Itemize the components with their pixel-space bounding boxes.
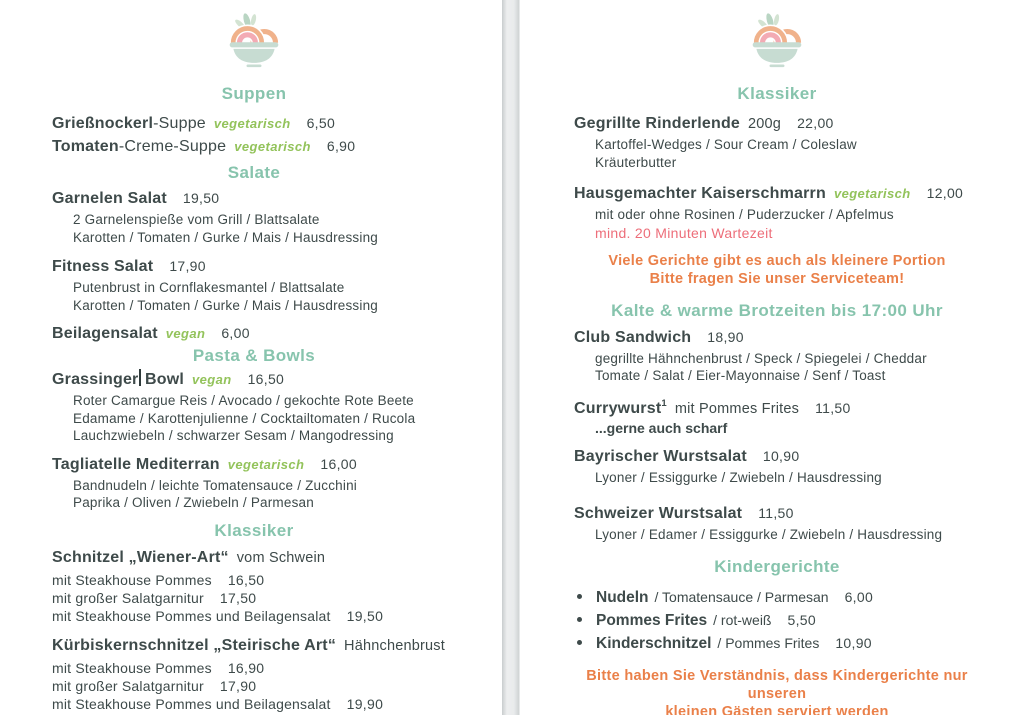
restaurant-logo	[222, 10, 286, 68]
item-price: 6,50	[306, 115, 336, 131]
item-name: Club Sandwich	[574, 328, 692, 346]
restaurant-logo	[745, 10, 809, 68]
kids-item-pommes	[574, 610, 980, 631]
item-description: mit oder ohne Rosinen / Puderzucker / Apfelmus	[595, 207, 894, 222]
item-name: Fitness Salat	[52, 258, 154, 275]
item-price: 5,50	[787, 611, 816, 628]
menu-item-schnitzel-wiener-art	[52, 548, 456, 568]
diet-label: vegan	[192, 372, 232, 387]
item-description: Roter Camargue Reis / Avocado / gekochte Rote Beete	[73, 393, 414, 408]
item-name: Schnitzel „Wiener-Art“	[52, 548, 229, 566]
item-price: 10,90	[762, 447, 800, 464]
item-description: Putenbrust in Cornflakesmantel / Blattsalate	[73, 280, 345, 295]
item-name-rest: / Pommes Frites	[717, 634, 820, 651]
bullet-icon	[577, 617, 582, 622]
item-name: Beilagensalat	[52, 325, 158, 342]
item-name: Currywurst	[574, 399, 662, 417]
section-heading-pasta-bowls: Pasta & Bowls	[192, 346, 316, 365]
small-portion-note: Viele Gerichte gibt es auch als kleinere Portion	[608, 252, 946, 269]
bowl-logo-icon	[222, 10, 286, 68]
item-subnote: ...gerne auch scharf	[595, 419, 728, 436]
item-name-rest: -Suppe	[153, 115, 206, 132]
menu-item-tomatensuppe	[52, 136, 456, 157]
item-description: Kartoffel-Wedges / Sour Cream / Coleslaw	[595, 137, 857, 152]
item-name: Bayrischer Wurstsalat	[574, 447, 747, 465]
item-name: Tomaten	[52, 138, 119, 155]
diet-label: vegetarisch	[833, 186, 911, 201]
small-portion-note: Bitte fragen Sie unser Serviceteam!	[649, 270, 905, 287]
diet-label: vegan	[165, 326, 206, 341]
item-price: 10,90	[835, 634, 872, 651]
menu-item-garnelen-salat	[52, 188, 456, 209]
item-option	[52, 695, 456, 713]
menu-item-club-sandwich	[574, 327, 980, 348]
item-price: 18,90	[707, 328, 744, 345]
item-name: Grassinger	[52, 371, 139, 388]
item-name: Garnelen Salat	[52, 190, 167, 207]
option-price: 17,90	[219, 677, 257, 694]
section-heading-klassiker-left: Klassiker	[214, 520, 294, 540]
item-option	[52, 607, 456, 625]
option-price: 16,50	[227, 571, 265, 588]
item-price: 12,00	[926, 185, 964, 201]
item-price: 17,90	[169, 258, 206, 274]
item-description: Lyoner / Essiggurke / Zwiebeln / Hausdressing	[595, 469, 882, 485]
option-price: 19,50	[346, 607, 384, 624]
menu-item-griessnockerl	[52, 113, 456, 134]
item-option	[52, 677, 456, 695]
item-name: Hausgemachter Kaiserschmarrn	[574, 185, 826, 202]
item-suffix: vom Schwein	[236, 549, 326, 566]
option-label: mit Steakhouse Pommes und Beilagensalat	[52, 607, 331, 624]
item-description: 2 Garnelenspieße vom Grill / Blattsalate	[73, 212, 320, 227]
menu-item-kaiserschmarrn	[574, 183, 980, 204]
item-name: Kinderschnitzel	[596, 634, 712, 652]
menu-item-schweizer-wurstsalat	[574, 503, 980, 524]
item-price: 16,50	[247, 371, 285, 387]
menu-item-rinderlende	[574, 113, 980, 134]
kids-menu-note: Bitte haben Sie Verständnis, dass Kindergerichte nur unseren	[586, 667, 968, 702]
item-suffix: mit Pommes Frites	[674, 400, 800, 417]
item-name: Gegrillte Rinderlende	[574, 115, 741, 132]
item-description: Lauchzwiebeln / schwarzer Sesam / Mangodressing	[73, 428, 394, 443]
diet-label: vegetarisch	[213, 116, 291, 131]
item-name-rest: / Tomatensauce / Parmesan	[654, 588, 829, 605]
menu-page-right	[520, 0, 1024, 715]
item-suffix: Hähnchenbrust	[344, 637, 445, 654]
section-heading-kindergerichte: Kindergerichte	[714, 556, 840, 576]
kids-item-nudeln	[574, 587, 980, 608]
option-price: 19,90	[346, 695, 384, 712]
menu-item-currywurst	[574, 394, 980, 419]
item-description: Kräuterbutter	[595, 154, 677, 170]
option-price: 16,90	[227, 659, 265, 676]
menu-item-kuerbiskernschnitzel	[52, 636, 456, 656]
section-heading-salate: Salate	[227, 163, 281, 182]
wait-time-note: mind. 20 Minuten Wartezeit	[595, 224, 773, 241]
bowl-logo-icon	[745, 10, 809, 68]
item-description: Edamame / Karottenjulienne / Cocktailtomaten / Rucola	[73, 410, 416, 426]
menu-item-bayrischer-wurstsalat	[574, 446, 980, 467]
kids-menu-note: kleinen Gästen serviert werden	[665, 703, 889, 715]
bullet-icon	[577, 594, 582, 599]
menu-item-beilagensalat	[52, 323, 456, 344]
option-label: mit Steakhouse Pommes und Beilagensalat	[52, 695, 331, 712]
page-gutter	[502, 0, 520, 715]
menu-page-left	[0, 0, 502, 715]
item-price: 6,00	[844, 588, 874, 605]
text-cursor	[139, 369, 141, 386]
item-price: 11,50	[758, 505, 794, 521]
section-heading-brotzeiten: Kalte & warme Brotzeiten bis 17:00 Uhr	[611, 300, 943, 320]
menu-item-fitness-salat	[52, 256, 456, 277]
section-heading-klassiker-right: Klassiker	[737, 84, 817, 103]
option-label: mit großer Salatgarnitur	[52, 589, 204, 606]
footnote-marker: 1	[661, 397, 667, 409]
item-name: Kürbiskernschnitzel „Steirische Art“	[52, 636, 337, 654]
menu-item-grassinger-bowl[interactable]	[52, 369, 456, 390]
item-option	[52, 571, 456, 589]
item-option	[52, 659, 456, 677]
option-label: mit großer Salatgarnitur	[52, 677, 204, 694]
item-description: Karotten / Tomaten / Gurke / Mais / Hausdressing	[73, 229, 378, 245]
item-name-rest: / rot-weiß	[713, 611, 772, 628]
menu-item-tagliatelle	[52, 454, 456, 475]
item-price: 6,00	[221, 325, 250, 341]
diet-label: vegetarisch	[234, 139, 311, 154]
item-name: Grießnockerl	[52, 115, 154, 132]
option-label: mit Steakhouse Pommes	[52, 659, 212, 676]
item-price: 22,00	[797, 115, 834, 131]
item-description: Tomate / Salat / Eier-Mayonnaise / Senf / Toast	[595, 368, 886, 383]
item-name-part2: Bowl	[144, 371, 185, 388]
item-price: 6,90	[326, 138, 356, 154]
item-price: 19,50	[182, 190, 220, 206]
item-name-rest: -Creme-Suppe	[118, 138, 227, 155]
item-name: Nudeln	[596, 588, 649, 606]
item-description: Bandnudeln / leichte Tomatensauce / Zucchini	[73, 477, 357, 493]
item-description: gegrillte Hähnchenbrust / Speck / Spiegelei / Cheddar	[595, 350, 927, 366]
item-description: Karotten / Tomaten / Gurke / Mais / Hausdressing	[73, 297, 378, 313]
diet-label: vegetarisch	[227, 456, 305, 472]
item-name: Tagliatelle Mediterran	[52, 455, 220, 473]
item-option	[52, 589, 456, 607]
item-price: 11,50	[815, 399, 851, 416]
item-name: Pommes Frites	[596, 611, 708, 629]
option-price: 17,50	[219, 589, 257, 606]
kids-item-kinderschnitzel	[574, 633, 980, 654]
option-label: mit Steakhouse Pommes	[52, 571, 212, 588]
item-price: 16,00	[320, 455, 357, 472]
bullet-icon	[577, 640, 582, 645]
item-description: Lyoner / Edamer / Essiggurke / Zwiebeln / Hausdressing	[595, 527, 943, 542]
item-suffix: 200g	[748, 116, 782, 132]
item-description: Paprika / Oliven / Zwiebeln / Parmesan	[73, 495, 314, 510]
section-heading-suppen: Suppen	[221, 84, 287, 103]
item-name: Schweizer Wurstsalat	[574, 505, 743, 522]
